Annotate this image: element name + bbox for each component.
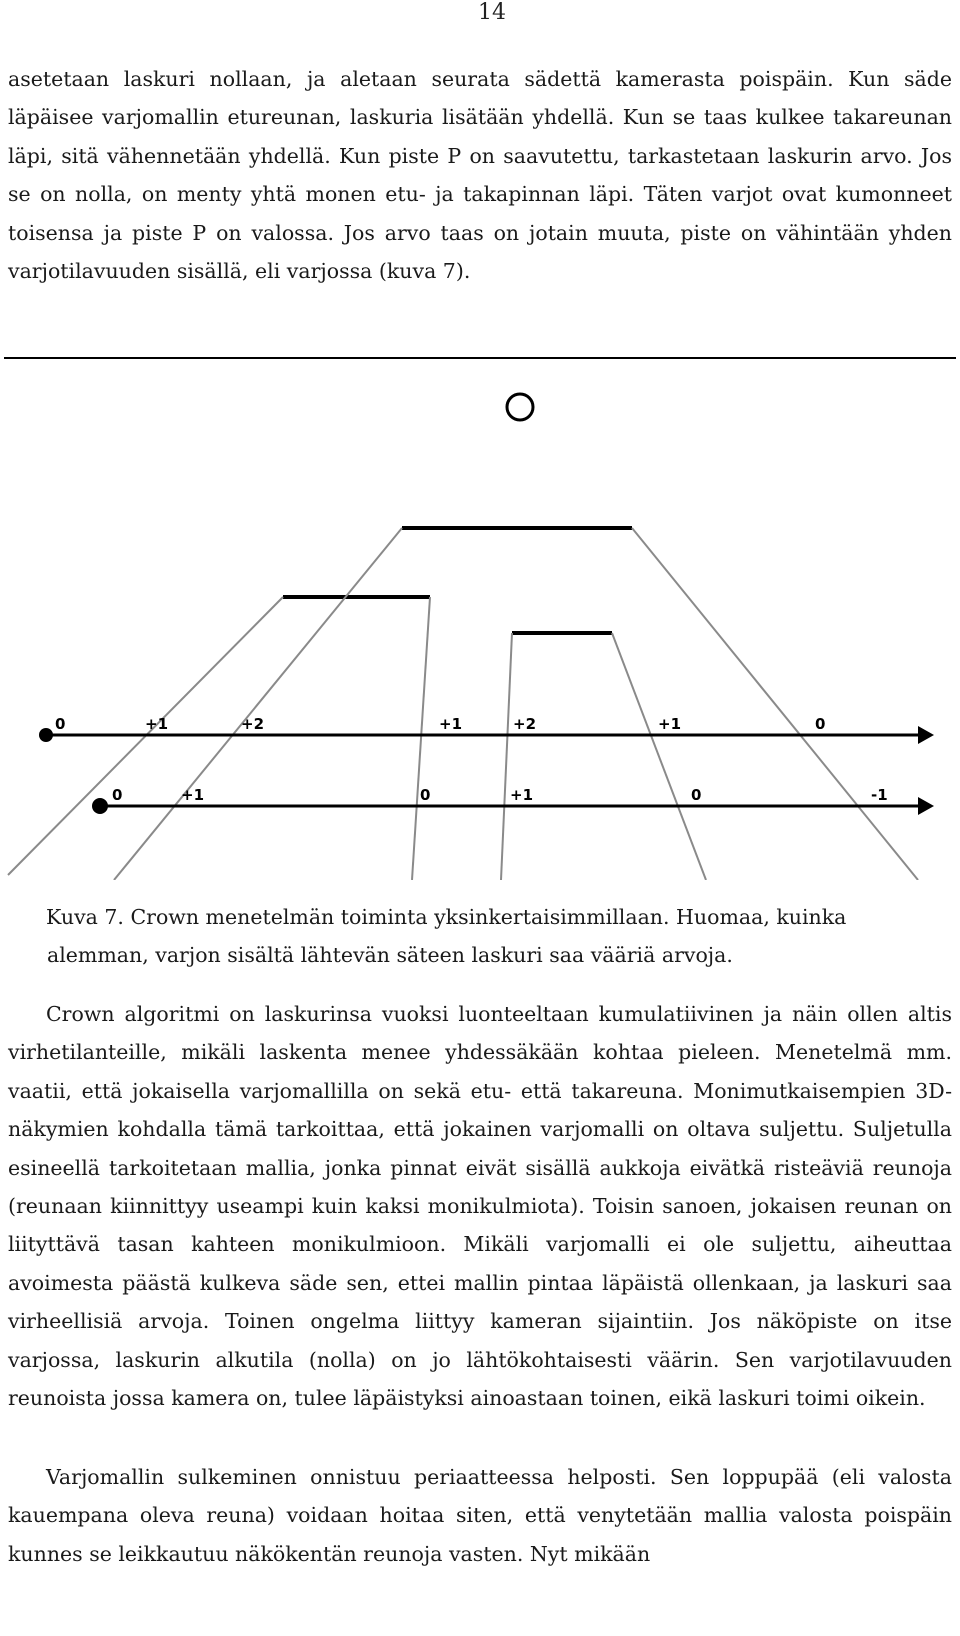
figure-top-rule bbox=[4, 357, 956, 359]
ray-2-counter-label: +1 bbox=[181, 786, 205, 804]
ray-1-arrowhead bbox=[918, 726, 934, 744]
page-number: 14 bbox=[478, 0, 506, 25]
ray-1-counter-label: 0 bbox=[55, 715, 66, 733]
body-paragraph-1: asetetaan laskuri nollaan, ja aletaan seurata sädettä kamerasta poispäin. Kun säde läpäisee varjomallin etureunan, laskuria lisätään yhdellä. Kun se taas kulkee takareunan läpi, sitä vähennetään yhdellä. Kun piste P on saavutettu, tarkastetaan laskurin arvo. Jos se on nolla, on menty yhtä monen etu- ja takapinnan läpi. Täten varjot ovat kumonneet toisensa ja piste P on valossa. Jos arvo taas on jotain muuta, piste on vähintään yhden varjotilavuuden sisällä, eli varjossa (kuva 7). bbox=[8, 67, 952, 284]
shadow-edge-top-left bbox=[114, 528, 402, 880]
ray-2-counter-label: 0 bbox=[420, 786, 431, 804]
body-paragraph-2: Crown algoritmi on laskurinsa vuoksi luonteeltaan kumulatiivinen ja näin ollen altis virhetilanteille, mikäli laskenta menee yhdessäkään kohtaa pieleen. Menetelmä mm. vaatii, että jokaisella varjomallilla on sekä etu- että takareuna. Monimutkaisempien 3D-näkymien kohdalla tämä tarkoittaa, että jokainen varjomalli on oltava suljettu. Suljetulla esineellä tarkoitetaan mallia, jonka pinnat eivät sisällä aukkoja eivätkä risteäviä reunoja (reunaan kiinnittyy useampi kuin kaksi monikulmiota). Toisin sanoen, jokaisen reunan on liityttävä tasan kahteen monikulmioon. Mikäli varjomalli ei ole suljettu, aiheuttaa avoimesta päästä kulkeva säde sen, ettei mallin pintaa läpäistä ollenkaan, ja laskuri saa virheellisiä arvoja. Toinen ongelma liittyy kameran sijaintiin. Jos näköpiste on itse varjossa, laskurin alkutila (nolla) on jo lähtökohtaisesti väärin. Sen varjotilavuuden reunoista jossa kamera on, tulee läpäistyksi ainoastaan toinen, eikä laskuri toimi oikein. bbox=[8, 1002, 952, 1411]
ray-2-counter-label: 0 bbox=[691, 786, 702, 804]
ray-1-counter-label: +2 bbox=[241, 715, 265, 733]
ray-2-counter-label: 0 bbox=[112, 786, 123, 804]
figure-caption-line-1: Kuva 7. Crown menetelmän toiminta yksinkertaisimmillaan. Huomaa, kuinka bbox=[46, 905, 847, 929]
ray-1-counter-label: +2 bbox=[513, 715, 537, 733]
ray-2-counter-label: -1 bbox=[871, 786, 888, 804]
body-paragraph-3: Varjomallin sulkeminen onnistuu periaatteessa helposti. Sen loppupää (eli valosta kauempana oleva reuna) voidaan hoitaa siten, että venytetään mallia valosta poispäin kunnes se leikkautuu näkökentän reunoja vasten. Nyt mikään bbox=[8, 1465, 952, 1566]
figure-caption bbox=[46, 898, 946, 974]
ray-2-counter-label: +1 bbox=[510, 786, 534, 804]
shadow-edge-right-right bbox=[612, 633, 706, 880]
ray-1-counter-label: +1 bbox=[439, 715, 463, 733]
shadow-edge-left-right bbox=[412, 597, 430, 880]
light-source-circle bbox=[507, 394, 533, 420]
figure-caption-line-2: alemman, varjon sisältä lähtevän säteen laskuri saa vääriä arvoja. bbox=[47, 943, 733, 967]
figure-shadow-volume-diagram bbox=[0, 360, 960, 880]
shadow-edge-right-left bbox=[501, 633, 512, 880]
shadow-edge-top-right bbox=[632, 528, 918, 880]
ray-1-counter-label: 0 bbox=[815, 715, 826, 733]
ray-1-counter-label: +1 bbox=[145, 715, 169, 733]
ray-2-arrowhead bbox=[918, 797, 934, 815]
ray-1-counter-label: +1 bbox=[658, 715, 682, 733]
